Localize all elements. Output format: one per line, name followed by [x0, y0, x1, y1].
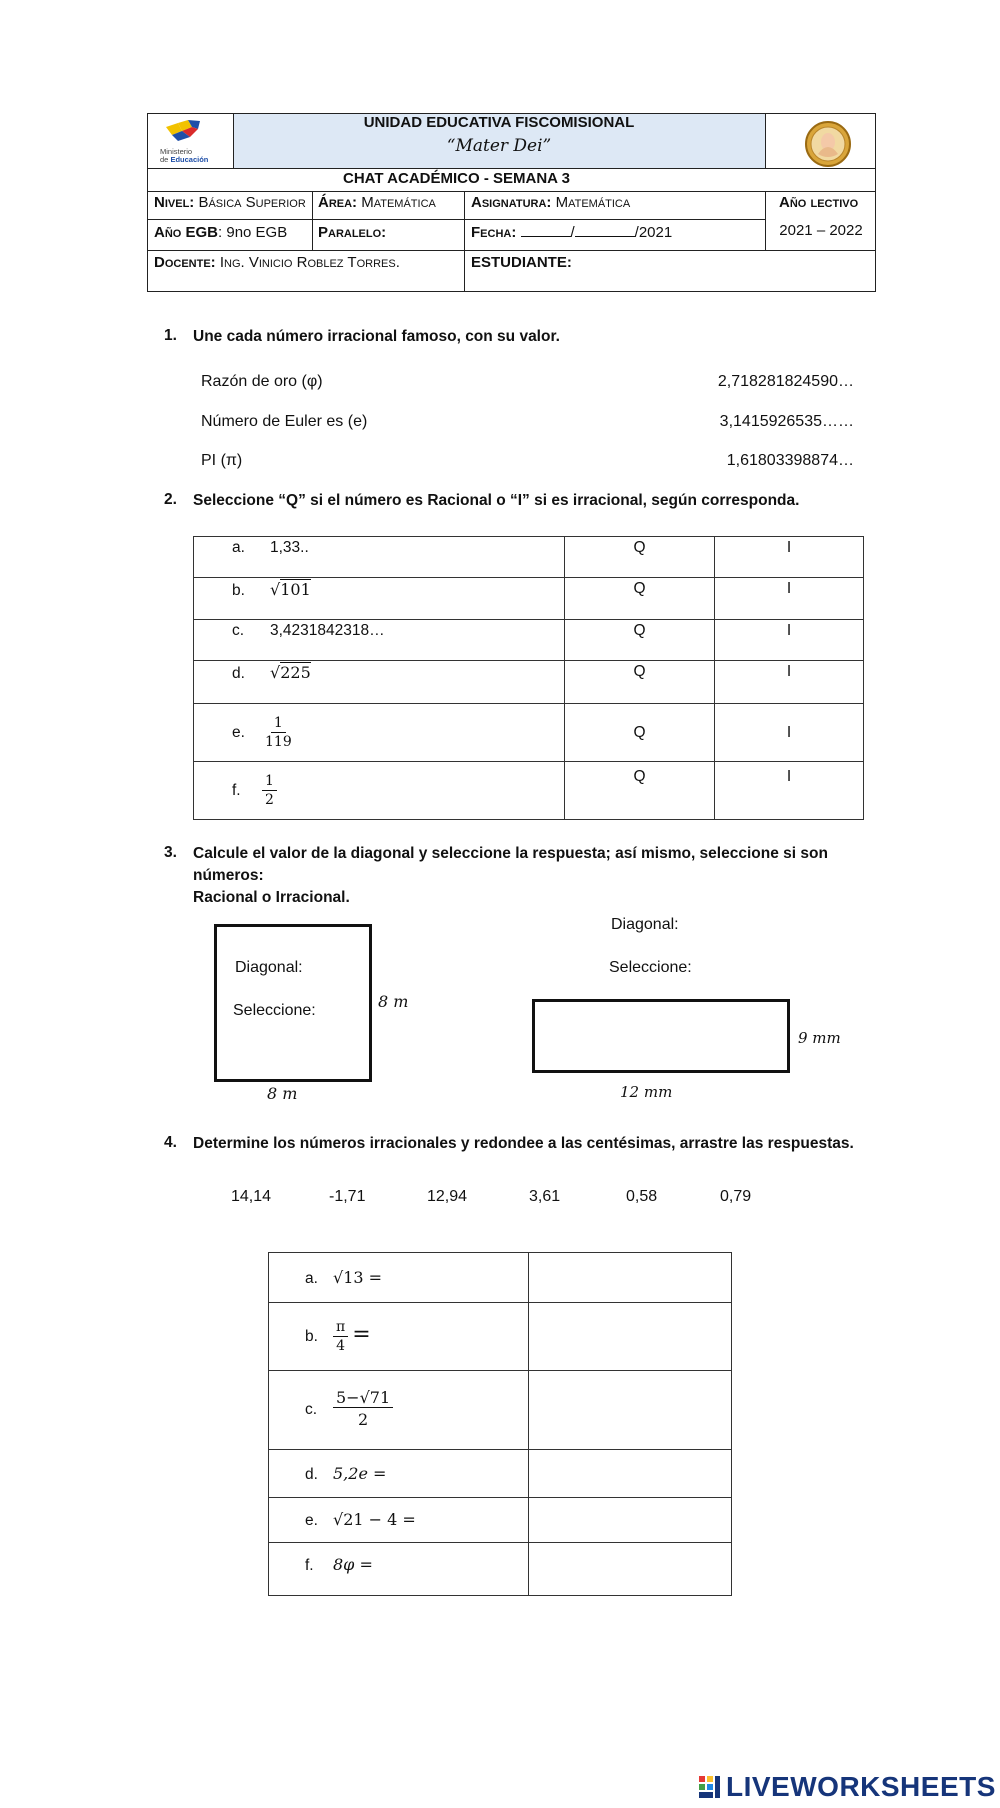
q4-answer-chip[interactable]: 14,14 — [231, 1188, 272, 1205]
q2-expr-cell — [194, 537, 565, 578]
rect-side-right: 9 mm — [798, 1029, 841, 1047]
q3-number: 3. — [164, 844, 177, 861]
q3-line1: Calcule el valor de la diagonal y seleccione la respuesta; así mismo, seleccione si son números: — [193, 845, 828, 884]
q2-option-i[interactable]: I — [786, 663, 792, 680]
fecha-label: Fecha: — [471, 224, 517, 241]
q2-i-cell[interactable] — [715, 620, 864, 661]
q2-letter: c. — [232, 622, 245, 639]
q4-expr: 5,2e = — [333, 1463, 387, 1483]
ano-lectivo-label: Año lectivo — [779, 194, 859, 211]
q4-expr-cell — [269, 1498, 529, 1543]
egb-label: Año EGB — [154, 224, 219, 241]
asignatura-label: Asignatura: — [471, 194, 552, 211]
q2-row — [194, 537, 864, 578]
q2-fraction — [262, 714, 295, 751]
square-select-dropdown[interactable] — [230, 1000, 355, 1022]
q4-drop-cell[interactable] — [529, 1450, 732, 1498]
q2-option-i[interactable]: I — [786, 622, 792, 639]
ministry-line2: de — [160, 154, 169, 164]
ministry-line3: Educación — [170, 154, 209, 164]
worksheet-title: CHAT ACADÉMICO - SEMANA 3 — [343, 170, 570, 187]
q2-option-i[interactable]: I — [786, 539, 792, 556]
docente-label: Docente: — [154, 254, 216, 271]
rect-select-dropdown[interactable] — [600, 957, 740, 979]
square-diagonal-label: Diagonal: — [235, 959, 303, 976]
q2-row — [194, 762, 864, 820]
q4-fraction — [333, 1389, 393, 1432]
fecha-field — [471, 222, 751, 241]
area-label: Área: — [318, 194, 358, 211]
q4-drop-cell[interactable] — [529, 1498, 732, 1543]
q4-answer-chip[interactable]: 3,61 — [529, 1188, 561, 1205]
q2-text: Seleccione “Q” si el número es Racional o “I” si es irracional, según corresponda. — [193, 492, 800, 509]
q4-drop-cell[interactable] — [529, 1303, 732, 1371]
q4-answer-chip[interactable]: 0,58 — [626, 1188, 658, 1205]
fecha-sep: / — [570, 224, 575, 241]
rectangle-figure — [532, 999, 790, 1073]
q2-option-i[interactable]: I — [786, 768, 792, 785]
q2-table — [193, 536, 864, 820]
q4-letter: c. — [305, 1401, 318, 1419]
square-diagonal-dropzone[interactable] — [230, 958, 355, 980]
q2-numerator: 1 — [262, 772, 277, 791]
q4-drop-cell[interactable] — [529, 1371, 732, 1450]
paralelo-label: Paralelo: — [318, 224, 387, 241]
q4-letter: d. — [305, 1465, 318, 1483]
q2-expr: 3,4231842318… — [270, 622, 385, 639]
q4-row — [269, 1498, 732, 1543]
institution-motto: “Mater Dei” — [446, 136, 552, 156]
q2-option-q[interactable]: Q — [633, 580, 646, 597]
q2-expr-cell — [194, 620, 565, 661]
q4-answer-chip[interactable]: 0,79 — [720, 1188, 752, 1205]
q2-option-q[interactable]: Q — [633, 663, 646, 680]
sqrt-symbol: √ — [270, 580, 281, 599]
ministry-line1: Ministerio — [160, 147, 193, 156]
q4-letter: f. — [305, 1557, 314, 1574]
q2-option-i[interactable]: I — [786, 723, 792, 741]
q4-row — [269, 1450, 732, 1498]
q2-i-cell[interactable] — [715, 537, 864, 578]
q1-text: Une cada número irracional famoso, con su valor. — [193, 328, 560, 345]
docente-value: Ing. Vinicio Roblez Torres. — [219, 254, 400, 271]
rect-diagonal-dropzone[interactable] — [600, 914, 740, 936]
q4-table — [268, 1252, 732, 1596]
nivel-label: Nivel: — [154, 194, 195, 211]
area-value: Matemática — [361, 194, 436, 211]
liveworksheets-logo — [698, 1771, 996, 1803]
sqrt-symbol: √ — [270, 663, 281, 682]
q4-expr-cell — [269, 1371, 529, 1450]
q1-number: 1. — [164, 327, 177, 344]
q2-row — [194, 620, 864, 661]
liveworksheets-icon — [698, 1774, 722, 1800]
q2-row — [194, 704, 864, 762]
nivel-value: Básica Superior — [198, 194, 306, 211]
q2-letter: d. — [232, 665, 245, 682]
q4-numerator: π — [333, 1318, 348, 1337]
q2-letter: b. — [232, 582, 245, 599]
fecha-month-blank[interactable] — [575, 222, 635, 237]
q4-equals: = — [352, 1321, 371, 1347]
q4-drop-cell[interactable] — [529, 1543, 732, 1596]
q4-numerator: 5−√71 — [333, 1389, 393, 1408]
ministry-logo — [156, 119, 228, 165]
q2-option-q[interactable]: Q — [633, 622, 646, 639]
q2-expr-cell — [194, 762, 565, 820]
q2-expr-cell — [194, 578, 565, 620]
school-seal — [804, 120, 852, 173]
q4-expr-cell — [269, 1253, 529, 1303]
rect-side-bottom: 12 mm — [620, 1083, 673, 1101]
q4-letter: b. — [305, 1327, 318, 1345]
q2-i-cell[interactable] — [715, 661, 864, 704]
q1-left-item[interactable]: Razón de oro (φ) — [201, 373, 323, 390]
q1-left-item[interactable]: Número de Euler es (e) — [201, 413, 368, 430]
q4-expr-cell — [269, 1543, 529, 1596]
q2-option-q[interactable]: Q — [633, 768, 646, 785]
egb-value: : 9no EGB — [218, 224, 288, 241]
q4-fraction — [333, 1318, 348, 1355]
ano-lectivo-value: 2021 – 2022 — [779, 222, 863, 239]
q2-q-cell[interactable] — [565, 661, 715, 704]
egb-field — [154, 224, 287, 241]
q4-drop-cell[interactable] — [529, 1253, 732, 1303]
square-select-label: Seleccione: — [233, 1002, 316, 1019]
q3-line2: Racional o Irracional. — [193, 889, 350, 906]
q2-q-cell[interactable] — [565, 537, 715, 578]
docente-field — [154, 254, 400, 271]
institution-name: UNIDAD EDUCATIVA FISCOMISIONAL — [363, 114, 635, 131]
q4-text: Determine los números irracionales y redondee a las centésimas, arrastre las respuestas. — [193, 1135, 854, 1152]
q1-right-item[interactable]: 2,718281824590… — [717, 373, 854, 390]
q2-expr: 225 — [280, 663, 311, 682]
fecha-year: /2021 — [634, 224, 673, 241]
q1-right-item[interactable]: 3,1415926535…… — [719, 413, 854, 430]
q2-i-cell[interactable] — [715, 578, 864, 620]
q1-left-item[interactable]: PI (π) — [201, 452, 243, 469]
area-field — [318, 194, 436, 211]
q2-letter: f. — [232, 781, 241, 799]
brand-name: LIVEWORKSHEETS — [726, 1771, 996, 1802]
q4-answer-chip[interactable]: -1,71 — [329, 1188, 366, 1205]
q4-row — [269, 1303, 732, 1371]
fecha-day-blank[interactable] — [521, 222, 571, 237]
q4-number: 4. — [164, 1134, 177, 1151]
square-side-bottom: 8 m — [267, 1084, 298, 1103]
q4-expr: 8φ = — [333, 1555, 373, 1574]
q4-expr-cell — [269, 1303, 529, 1371]
q4-row — [269, 1371, 732, 1450]
q4-letter: e. — [305, 1512, 318, 1529]
q2-i-cell[interactable] — [715, 704, 864, 762]
q2-option-q[interactable]: Q — [633, 539, 646, 556]
q4-row — [269, 1253, 732, 1303]
q2-expr: 101 — [280, 580, 311, 599]
nivel-field — [154, 194, 306, 211]
q2-numerator: 1 — [271, 714, 286, 733]
q3-text — [193, 843, 893, 909]
q2-expr: 1,33.. — [270, 539, 309, 556]
q4-expr: √21 − 4 = — [333, 1510, 416, 1529]
q2-q-cell[interactable] — [565, 578, 715, 620]
q2-row — [194, 578, 864, 620]
rect-select-label: Seleccione: — [609, 959, 692, 976]
q2-i-cell[interactable] — [715, 762, 864, 820]
q4-row — [269, 1543, 732, 1596]
q4-denominator: 4 — [336, 1338, 346, 1354]
q2-q-cell[interactable] — [565, 704, 715, 762]
q4-answer-chip[interactable]: 12,94 — [427, 1188, 468, 1205]
q2-denominator: 119 — [265, 734, 292, 750]
q2-fraction — [262, 772, 277, 809]
header-table — [147, 113, 876, 292]
asignatura-field — [471, 194, 630, 211]
q2-letter: a. — [232, 539, 245, 556]
q2-letter: e. — [232, 723, 245, 741]
q2-expr-cell — [194, 704, 565, 762]
asignatura-value: Matemática — [555, 194, 631, 211]
q4-denominator: 2 — [357, 1409, 369, 1429]
q4-letter: a. — [305, 1269, 318, 1287]
rect-diagonal-label: Diagonal: — [611, 916, 679, 933]
q2-q-cell[interactable] — [565, 762, 715, 820]
q2-option-i[interactable]: I — [786, 580, 792, 597]
estudiante-label: ESTUDIANTE: — [471, 254, 572, 271]
q2-q-cell[interactable] — [565, 620, 715, 661]
q2-number: 2. — [164, 491, 177, 508]
q4-expr: √13 = — [333, 1267, 383, 1287]
q2-option-q[interactable]: Q — [633, 723, 646, 741]
q2-row — [194, 661, 864, 704]
q2-denominator: 2 — [265, 792, 274, 808]
square-side-right: 8 m — [378, 992, 409, 1011]
seal-icon — [804, 120, 852, 168]
q2-expr-cell — [194, 661, 565, 704]
q4-expr-cell — [269, 1450, 529, 1498]
q1-right-item[interactable]: 1,61803398874… — [726, 452, 854, 469]
